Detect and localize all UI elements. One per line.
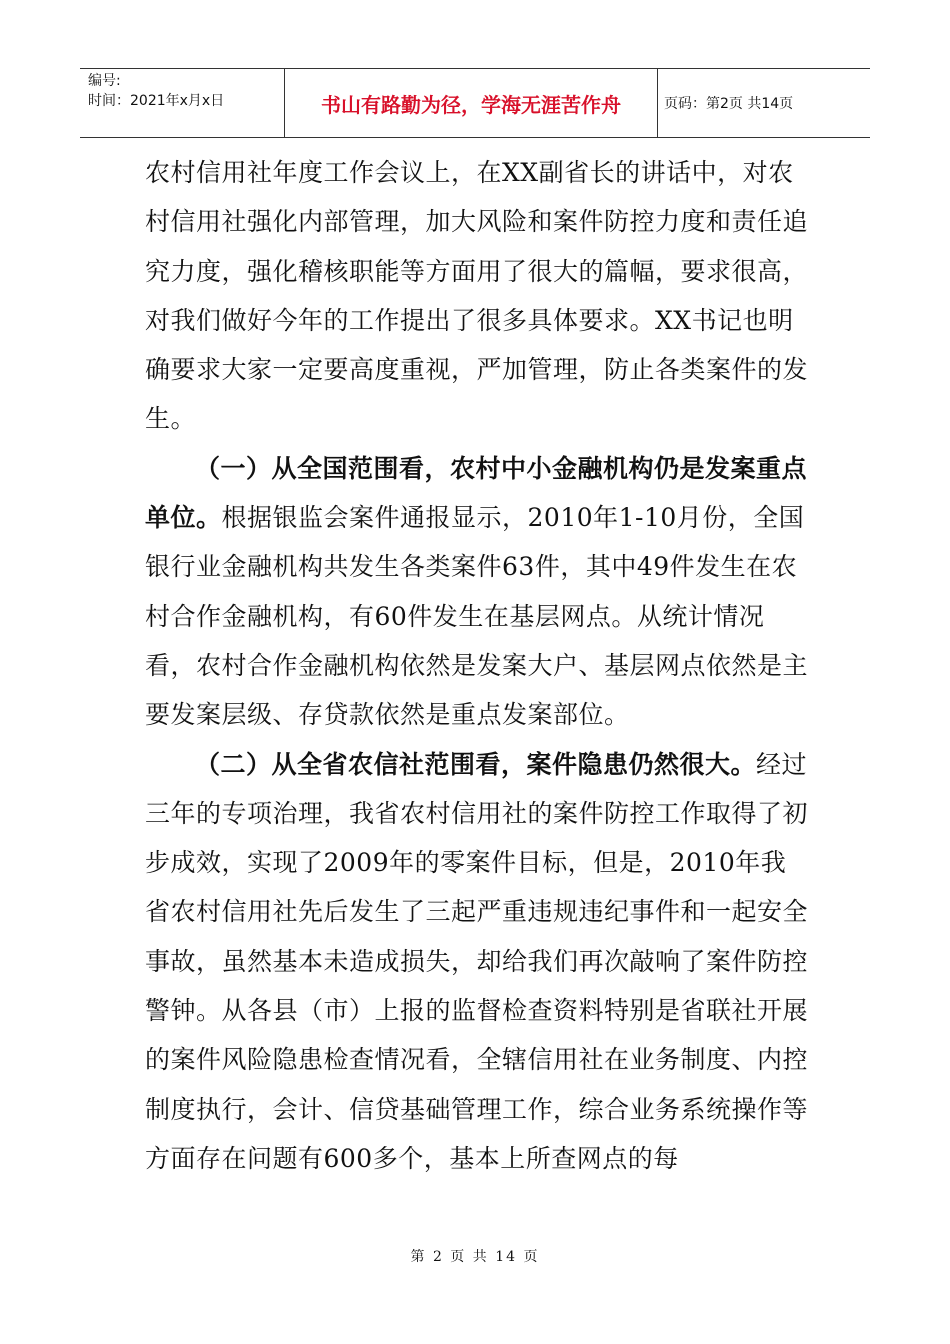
page-footer: 第 2 页 共 14 页 [410,1249,540,1265]
paragraph-3-heading: （二）从全省农信社范围看，案件隐患仍然很大。 [195,749,757,779]
header-motto: 书山有路勤为径，学海无涯苦作舟 [284,69,658,137]
paragraph-1 [145,148,810,444]
header-page-number: 页码：第2页 共14页 [664,96,794,112]
paragraph-3-text: 经过三年的专项治理，我省农村信用社的案件防控工作取得了初步成效，实现了2009年的零案件目标，但是，2010年我省农村信用社先后发生了三起严重违规违纪事件和一起安全事故，虽然基本未造成损失，却给我们再次敲响了案件防控警钟。从各县（市）上报的监督检查资料特别是省联社开展的案件风险隐患检查情况看，全辖信用社在业务制度、内控制度执行，会计、信贷基础管理工作，综合业务系统操作等方面存在问题有600多个，基本上所查网点的每 [145,749,809,1173]
paragraph-1-text: 农村信用社年度工作会议上，在XX副省长的讲话中，对农村信用社强化内部管理，加大风险和案件防控力度和责任追究力度，强化稽核职能等方面用了很大的篇幅，要求很高，对我们做好今年的工作提出了很多具体要求。XX书记也明确要求大家一定要高度重视，严加管理，防止各类案件的发生。 [145,158,809,434]
paragraph-2-text: 根据银监会案件通报显示，2010年1-10月份，全国银行业金融机构共发生各类案件63件，其中49件发生在农村合作金融机构，有60件发生在基层网点。从统计情况看，农村合作金融机构依然是发案大户、基层网点依然是主要发案层级、存贷款依然是重点发案部位。 [145,503,809,730]
document-body [145,148,810,1183]
document-time-label: 时间：2021年x月x日 [88,93,225,109]
page-header [80,68,870,138]
document-number-label: 编号: [88,73,121,89]
header-meta [88,71,284,135]
paragraph-2 [145,444,810,740]
paragraph-2-heading: （一）从全国范围看，农村中小金融机构仍是发案重点单位。 [145,453,808,533]
paragraph-3 [145,740,810,1184]
